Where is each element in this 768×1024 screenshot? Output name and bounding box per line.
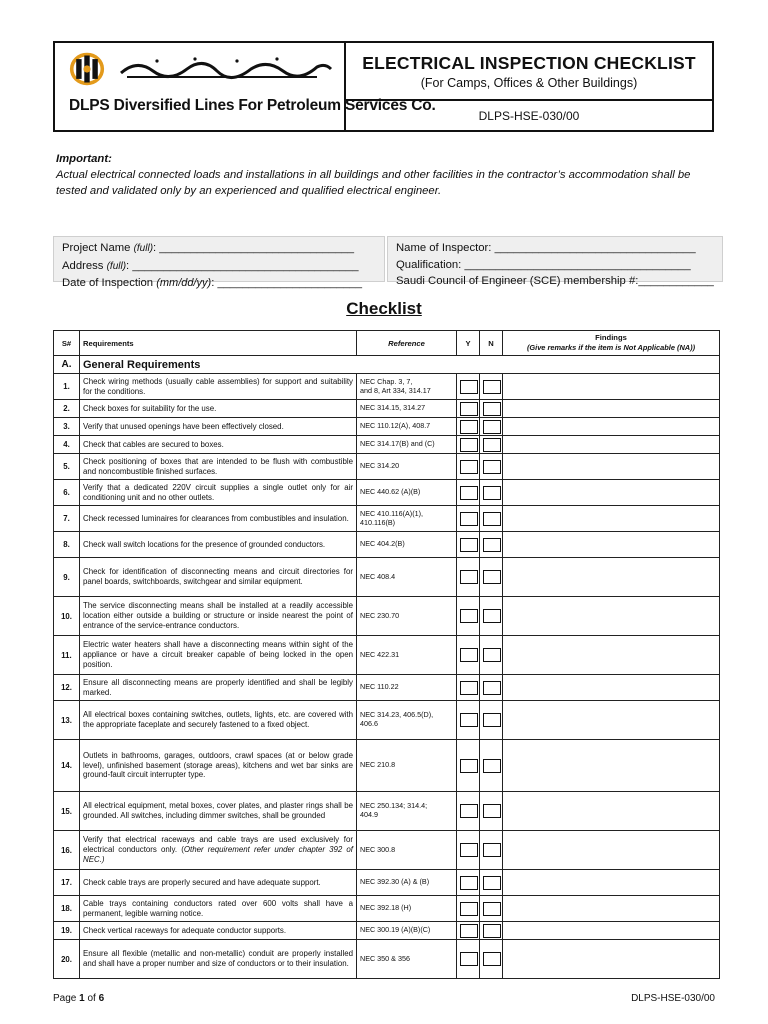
page-prefix: Page xyxy=(53,993,80,1004)
no-checkbox[interactable] xyxy=(483,843,501,857)
row-requirement: All electrical equipment, metal boxes, cover plates, and plaster rings shall be grounded. All switches, including dimmer switches, shall be grounded xyxy=(80,792,357,831)
findings-cell[interactable] xyxy=(503,374,720,400)
row-number: 17. xyxy=(54,870,80,896)
yes-cell xyxy=(457,636,480,675)
project-name-blank: : _______________________________ xyxy=(153,242,355,254)
row-requirement: Outlets in bathrooms, garages, outdoors, crawl spaces (at or below grade level), unfinished basement (storage areas), kitchens and wet bar sinks are ground-fault circuit interrupter type. xyxy=(80,740,357,792)
column-header-y: Y xyxy=(457,331,480,356)
no-checkbox[interactable] xyxy=(483,876,501,890)
row-requirement: Check boxes for suitability for the use. xyxy=(80,400,357,418)
no-cell xyxy=(480,374,503,400)
section-fill xyxy=(480,356,503,374)
address-hint: (full) xyxy=(106,260,127,272)
no-cell xyxy=(480,701,503,740)
yes-checkbox[interactable] xyxy=(460,402,478,416)
yes-checkbox[interactable] xyxy=(460,952,478,966)
row-number: 7. xyxy=(54,506,80,532)
findings-header-title: Findings xyxy=(595,333,627,342)
no-checkbox[interactable] xyxy=(483,924,501,938)
row-number: 16. xyxy=(54,831,80,870)
no-cell xyxy=(480,506,503,532)
column-header-requirements: Requirements xyxy=(80,331,357,356)
no-cell xyxy=(480,740,503,792)
inspection-date-hint: (mm/dd/yy) xyxy=(156,277,212,289)
findings-cell[interactable] xyxy=(503,940,720,979)
row-number: 20. xyxy=(54,940,80,979)
yes-checkbox[interactable] xyxy=(460,380,478,394)
table-row xyxy=(54,675,720,701)
yes-checkbox[interactable] xyxy=(460,843,478,857)
yes-cell xyxy=(457,374,480,400)
no-checkbox[interactable] xyxy=(483,460,501,474)
row-requirement: Electric water heaters shall have a disconnecting means within sight of the appliance or have a circuit breaker capable of being locked in the open position. xyxy=(80,636,357,675)
section-letter: A. xyxy=(54,356,80,374)
findings-cell[interactable] xyxy=(503,922,720,940)
findings-cell[interactable] xyxy=(503,436,720,454)
yes-checkbox[interactable] xyxy=(460,713,478,727)
table-row xyxy=(54,558,720,597)
yes-checkbox[interactable] xyxy=(460,512,478,526)
table-row xyxy=(54,740,720,792)
document-code: DLPS-HSE-030/00 xyxy=(478,108,580,123)
row-number: 13. xyxy=(54,701,80,740)
inspector-name-field[interactable]: Name of Inspector: ________________________________ xyxy=(396,242,696,254)
row-requirement: Check for identification of disconnecting means and circuit directories for panel boards, switchboards, switchgear and similar equipment. xyxy=(80,558,357,597)
yes-cell xyxy=(457,675,480,701)
findings-cell[interactable] xyxy=(503,400,720,418)
arabic-calligraphy-icon xyxy=(117,53,335,81)
yes-cell xyxy=(457,870,480,896)
table-row xyxy=(54,418,720,436)
no-checkbox[interactable] xyxy=(483,804,501,818)
findings-cell[interactable] xyxy=(503,454,720,480)
row-number: 15. xyxy=(54,792,80,831)
no-checkbox[interactable] xyxy=(483,380,501,394)
document-header xyxy=(53,41,714,132)
row-number: 18. xyxy=(54,896,80,922)
no-cell xyxy=(480,597,503,636)
yes-cell xyxy=(457,940,480,979)
no-cell xyxy=(480,480,503,506)
row-number: 8. xyxy=(54,532,80,558)
row-reference: NEC 230.70 xyxy=(357,597,457,636)
yes-cell xyxy=(457,506,480,532)
table-row xyxy=(54,400,720,418)
row-requirement: Check cable trays are properly secured and have adequate support. xyxy=(80,870,357,896)
row-reference: NEC 350 & 356 xyxy=(357,940,457,979)
table-row xyxy=(54,831,720,870)
table-row xyxy=(54,597,720,636)
row-requirement: Cable trays containing conductors rated over 600 volts shall have a permanent, legible warning notice. xyxy=(80,896,357,922)
column-header-findings xyxy=(503,331,720,356)
table-row xyxy=(54,532,720,558)
findings-cell[interactable] xyxy=(503,701,720,740)
table-row xyxy=(54,922,720,940)
no-cell xyxy=(480,454,503,480)
findings-cell[interactable] xyxy=(503,558,720,597)
page-total: 6 xyxy=(98,993,105,1004)
row-number: 6. xyxy=(54,480,80,506)
row-reference: NEC 250.134; 314.4; 404.9 xyxy=(357,792,457,831)
inspector-info-box xyxy=(387,236,723,287)
row-number: 12. xyxy=(54,675,80,701)
column-header-reference: Reference xyxy=(357,331,457,356)
table-row xyxy=(54,636,720,675)
no-checkbox[interactable] xyxy=(483,648,501,662)
important-label: Important: xyxy=(56,153,112,165)
no-checkbox[interactable] xyxy=(483,570,501,584)
row-reference: NEC 422.31 xyxy=(357,636,457,675)
no-checkbox[interactable] xyxy=(483,512,501,526)
no-cell xyxy=(480,870,503,896)
row-number: 3. xyxy=(54,418,80,436)
findings-cell[interactable] xyxy=(503,597,720,636)
yes-cell xyxy=(457,831,480,870)
yes-cell xyxy=(457,480,480,506)
yes-cell xyxy=(457,792,480,831)
no-cell xyxy=(480,940,503,979)
yes-cell xyxy=(457,701,480,740)
row-reference: NEC 440.62 (A)(B) xyxy=(357,480,457,506)
no-cell xyxy=(480,418,503,436)
project-name-label: Project Name xyxy=(62,242,134,254)
findings-cell[interactable] xyxy=(503,740,720,792)
company-name-english: DLPS Diversified Lines For Petroleum Services Co. xyxy=(69,97,436,114)
qualification-field[interactable]: Qualification: ____________________________________ xyxy=(396,258,691,271)
row-requirement: Ensure all flexible (metallic and non-metallic) conduit are properly installed and shall have a proper number and size of conductors or to their insulation. xyxy=(80,940,357,979)
table-row xyxy=(54,374,720,400)
checklist-title: Checklist xyxy=(346,299,422,318)
yes-checkbox[interactable] xyxy=(460,804,478,818)
company-logo xyxy=(55,43,436,130)
yes-checkbox[interactable] xyxy=(460,876,478,890)
important-text: Actual electrical connected loads and installations in all buildings and other facilities in the contractor’s accommodation shall be tested and validated only by an experienced and qualified electrical engineer. xyxy=(56,169,691,197)
findings-cell[interactable] xyxy=(503,792,720,831)
row-requirement: All electrical boxes containing switches, outlets, lights, etc. are covered with the appropriate faceplate and securely fastened to a fixed object. xyxy=(80,701,357,740)
section-fill xyxy=(503,356,720,374)
findings-cell[interactable] xyxy=(503,480,720,506)
row-reference: NEC 110.12(A), 408.7 xyxy=(357,418,457,436)
row-reference: NEC 392.18 (H) xyxy=(357,896,457,922)
address-label: Address xyxy=(62,259,107,272)
findings-cell[interactable] xyxy=(503,896,720,922)
table-row xyxy=(54,480,720,506)
row-requirement: Verify that a dedicated 220V circuit supplies a single outlet only for air conditioning unit and no other outlets. xyxy=(80,480,357,506)
no-checkbox[interactable] xyxy=(483,952,501,966)
row-reference: NEC 410.116(A)(1), 410.116(B) xyxy=(357,506,457,532)
row-number: 5. xyxy=(54,454,80,480)
yes-cell xyxy=(457,922,480,940)
yes-checkbox[interactable] xyxy=(460,902,478,916)
row-reference: NEC 110.22 xyxy=(357,675,457,701)
no-checkbox[interactable] xyxy=(483,538,501,552)
row-number: 14. xyxy=(54,740,80,792)
table-header-row xyxy=(54,331,720,356)
table-row xyxy=(54,870,720,896)
no-checkbox[interactable] xyxy=(483,609,501,623)
no-checkbox[interactable] xyxy=(483,902,501,916)
row-number: 1. xyxy=(54,374,80,400)
row-reference: NEC 300.19 (A)(B)(C) xyxy=(357,922,457,940)
yes-cell xyxy=(457,740,480,792)
yes-cell xyxy=(457,532,480,558)
table-row xyxy=(54,454,720,480)
row-requirement: Check wall switch locations for the presence of grounded conductors. xyxy=(80,532,357,558)
project-name-hint: (full) xyxy=(133,243,154,254)
row-reference: NEC 314.17(B) and (C) xyxy=(357,436,457,454)
page-of: of xyxy=(84,993,99,1004)
row-requirement: Check that cables are secured to boxes. xyxy=(80,436,357,454)
no-cell xyxy=(480,675,503,701)
no-cell xyxy=(480,558,503,597)
sce-membership-field[interactable]: Saudi Council of Engineer (SCE) membership #:____________ xyxy=(396,275,714,287)
yes-checkbox[interactable] xyxy=(460,609,478,623)
no-cell xyxy=(480,532,503,558)
section-row xyxy=(54,356,720,374)
column-header-sn: S# xyxy=(54,331,80,356)
no-cell xyxy=(480,922,503,940)
row-number: 4. xyxy=(54,436,80,454)
section-fill xyxy=(357,356,457,374)
findings-cell[interactable] xyxy=(503,418,720,436)
row-reference: NEC 314.15, 314.27 xyxy=(357,400,457,418)
no-checkbox[interactable] xyxy=(483,402,501,416)
no-checkbox[interactable] xyxy=(483,438,501,452)
findings-cell[interactable] xyxy=(503,870,720,896)
findings-cell[interactable] xyxy=(503,831,720,870)
row-reference: NEC Chap. 3, 7, and 8, Art 334, 314.17 xyxy=(357,374,457,400)
findings-header-sub: (Give remarks if the item is Not Applicable (NA)) xyxy=(526,343,696,352)
project-name-field[interactable] xyxy=(62,240,376,258)
yes-cell xyxy=(457,558,480,597)
row-requirement: Check vertical raceways for adequate conductor supports. xyxy=(80,922,357,940)
inspection-date-blank: : _______________________ xyxy=(211,277,362,289)
inspection-date-label: Date of Inspection xyxy=(62,277,157,289)
no-checkbox[interactable] xyxy=(483,486,501,500)
findings-cell[interactable] xyxy=(503,506,720,532)
yes-cell xyxy=(457,436,480,454)
section-title: General Requirements xyxy=(80,356,357,374)
checklist-table xyxy=(53,330,720,979)
title-block xyxy=(346,43,712,130)
row-reference: NEC 404.2(B) xyxy=(357,532,457,558)
no-cell xyxy=(480,400,503,418)
dlps-logo-icon xyxy=(69,51,105,87)
row-number: 19. xyxy=(54,922,80,940)
row-requirement: Verify that unused openings have been effectively closed. xyxy=(80,418,357,436)
row-reference: NEC 210.8 xyxy=(357,740,457,792)
column-header-n: N xyxy=(480,331,503,356)
row-reference: NEC 300.8 xyxy=(357,831,457,870)
row-requirement: Check recessed luminaires for clearances from combustibles and insulation. xyxy=(80,506,357,532)
row-number: 9. xyxy=(54,558,80,597)
table-row xyxy=(54,792,720,831)
table-row xyxy=(54,506,720,532)
yes-checkbox[interactable] xyxy=(460,570,478,584)
no-checkbox[interactable] xyxy=(483,713,501,727)
table-row xyxy=(54,896,720,922)
yes-checkbox[interactable] xyxy=(460,486,478,500)
yes-cell xyxy=(457,418,480,436)
project-info-box xyxy=(53,236,385,289)
no-checkbox[interactable] xyxy=(483,420,501,434)
document-title: ELECTRICAL INSPECTION CHECKLIST xyxy=(362,53,696,73)
yes-cell xyxy=(457,597,480,636)
no-cell xyxy=(480,436,503,454)
yes-checkbox[interactable] xyxy=(460,538,478,552)
table-row xyxy=(54,940,720,979)
no-checkbox[interactable] xyxy=(483,681,501,695)
yes-checkbox[interactable] xyxy=(460,420,478,434)
no-cell xyxy=(480,636,503,675)
row-requirement: Check wiring methods (usually cable assemblies) for support and suitability for the conditions. xyxy=(80,374,357,400)
section-fill xyxy=(457,356,480,374)
document-subtitle: (For Camps, Offices & Other Buildings) xyxy=(420,76,638,90)
findings-cell[interactable] xyxy=(503,532,720,558)
row-requirement: The service disconnecting means shall be installed at a readily accessible location either outside a building or structure or inside nearest the point of entrance of the service-entrance conductors. xyxy=(80,597,357,636)
title-top xyxy=(346,43,712,101)
yes-checkbox[interactable] xyxy=(460,681,478,695)
table-row xyxy=(54,701,720,740)
row-requirement: Verify that electrical raceways and cable trays are used exclusively for electrical conductors only. (Other requirement refer under chapter 392 of NEC.) xyxy=(80,831,357,870)
row-requirement: Check positioning of boxes that are intended to be flush with combustible and noncombustible finished surfaces. xyxy=(80,454,357,480)
row-number: 2. xyxy=(54,400,80,418)
row-requirement: Ensure all disconnecting means are properly identified and shall be legibly marked. xyxy=(80,675,357,701)
yes-cell xyxy=(457,454,480,480)
yes-checkbox[interactable] xyxy=(460,924,478,938)
company-name-arabic xyxy=(117,53,335,81)
row-reference: NEC 392.30 (A) & (B) xyxy=(357,870,457,896)
row-number: 11. xyxy=(54,636,80,675)
page-current: 1 xyxy=(79,993,85,1004)
findings-cell[interactable] xyxy=(503,675,720,701)
row-reference: NEC 314.20 xyxy=(357,454,457,480)
yes-checkbox[interactable] xyxy=(460,648,478,662)
table-row xyxy=(54,436,720,454)
row-number: 10. xyxy=(54,597,80,636)
row-reference: NEC 314.23, 406.5(D), 406.6 xyxy=(357,701,457,740)
no-checkbox[interactable] xyxy=(483,759,501,773)
address-blank: : ____________________________________ xyxy=(126,259,359,272)
no-cell xyxy=(480,831,503,870)
yes-cell xyxy=(457,400,480,418)
page-number xyxy=(53,993,104,1004)
yes-checkbox[interactable] xyxy=(460,759,478,773)
no-cell xyxy=(480,792,503,831)
yes-checkbox[interactable] xyxy=(460,438,478,452)
address-field[interactable] xyxy=(62,258,376,276)
row-reference: NEC 408.4 xyxy=(357,558,457,597)
no-cell xyxy=(480,896,503,922)
inspection-date-field[interactable] xyxy=(62,275,376,292)
yes-checkbox[interactable] xyxy=(460,460,478,474)
findings-cell[interactable] xyxy=(503,636,720,675)
footer-doc-code: DLPS-HSE-030/00 xyxy=(631,993,715,1004)
yes-cell xyxy=(457,896,480,922)
important-note xyxy=(56,151,721,199)
